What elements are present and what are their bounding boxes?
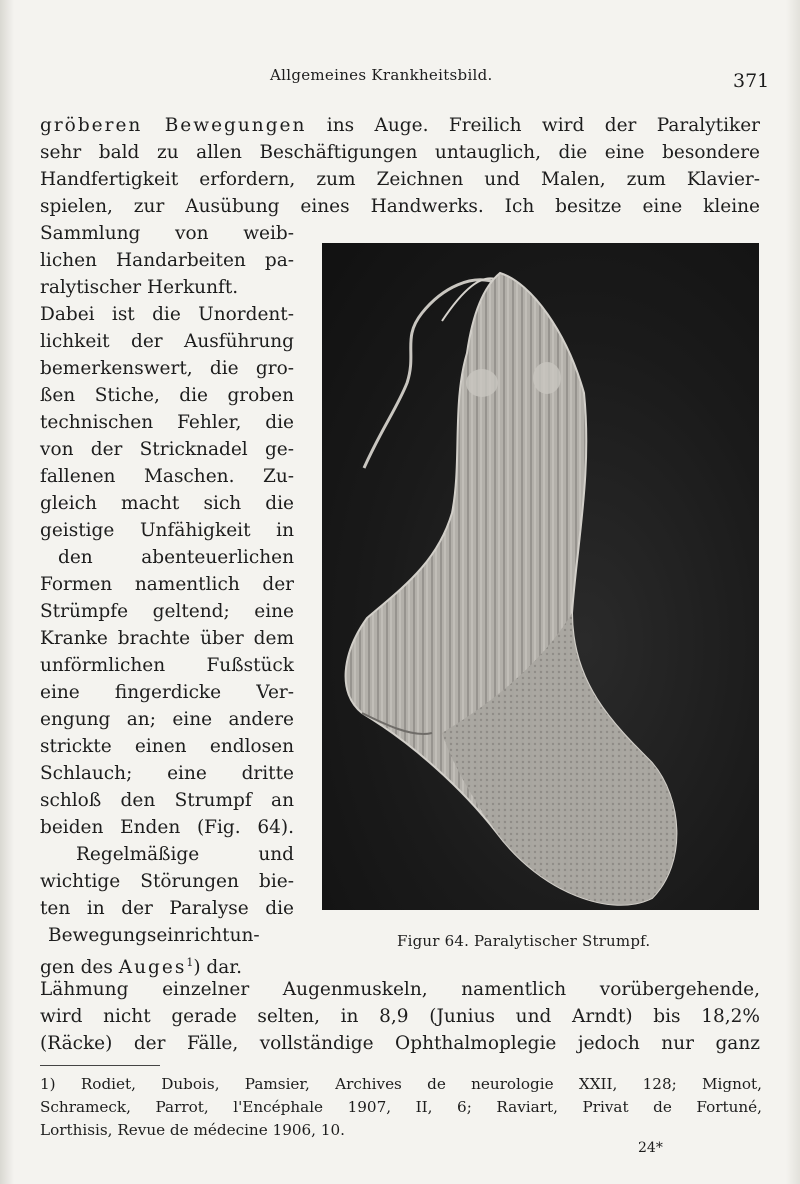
signature-mark: 24* — [638, 1140, 663, 1156]
footnote-marker: 1 — [186, 956, 194, 969]
column-line: ßen Stiche, die groben — [40, 385, 294, 406]
page-edge-right — [786, 0, 800, 1184]
body-line-lower: (Räcke) der Fälle, vollständige Ophthalmoplegie jedoch nur ganz — [40, 1033, 760, 1054]
page-number: 371 — [733, 70, 770, 92]
column-line: lichen Handarbeiten pa- — [40, 250, 294, 271]
body-line-lower: wird nicht gerade selten, in 8,9 (Junius und Arndt) bis 18,2% — [40, 1006, 760, 1027]
spaced-emphasis: Auges — [118, 957, 187, 979]
body-line-4: spielen, zur Ausübung eines Handwerks. Ich besitze eine kleine — [40, 196, 760, 217]
column-line: unförmlichen Fußstück — [40, 655, 294, 676]
column-line: Bewegungseinrichtun- — [48, 925, 260, 946]
column-line: gleich macht sich die — [40, 493, 294, 514]
column-line: Strümpfe geltend; eine — [40, 601, 294, 622]
body-line-2: sehr bald zu allen Beschäftigungen untauglich, die eine besondere — [40, 142, 760, 163]
column-line: ten in der Paralyse die — [40, 898, 294, 919]
page-edge-left — [0, 0, 14, 1184]
column-line: strickte einen endlosen — [40, 736, 294, 757]
column-line: fallenen Maschen. Zu- — [40, 466, 294, 487]
footnote-line: Lorthisis, Revue de médecine 1906, 10. — [40, 1121, 345, 1139]
spaced-emphasis: gröberen Bewegungen — [40, 115, 307, 136]
figure-stocking-photo — [322, 243, 759, 910]
column-line: bemerkenswert, die gro- — [40, 358, 294, 379]
column-line: eine fingerdicke Ver- — [40, 682, 294, 703]
column-line: engung an; eine andere — [40, 709, 294, 730]
body-line-3: Handfertigkeit erfordern, zum Zeichnen und Malen, zum Klavier- — [40, 169, 760, 190]
column-line: wichtige Störungen bie- — [40, 871, 294, 892]
column-line-augen: gen des Auges$^1$) dar. — [40, 956, 242, 979]
column-line: den abenteuerlichen — [58, 547, 294, 568]
column-line: Regelmäßige und — [76, 844, 294, 865]
column-line: Sammlung von weib- — [40, 223, 294, 244]
body-line-lower: Lähmung einzelner Augenmuskeln, namentlich vorübergehende, — [40, 979, 760, 1000]
column-line: Schlauch; eine dritte — [40, 763, 294, 784]
column-line: Kranke brachte über dem — [40, 628, 294, 649]
body-line-1: gröberen Bewegungen ins Auge. Freilich wird der Paralytiker — [40, 115, 760, 136]
column-line: geistige Unfähigkeit in — [40, 520, 294, 541]
column-line: schloß den Strumpf an — [40, 790, 294, 811]
running-head: Allgemeines Krankheitsbild. — [270, 66, 493, 84]
column-line: ralytischer Herkunft. — [40, 277, 239, 298]
column-line: technischen Fehler, die — [40, 412, 294, 433]
footnote-line: Schrameck, Parrot, l'Encéphale 1907, II, 6; Raviart, Privat de Fortuné, — [40, 1098, 762, 1116]
knit-knot — [533, 362, 561, 394]
column-line: lichkeit der Ausführung — [40, 331, 294, 352]
knit-knot — [466, 369, 498, 397]
stocking-illustration — [322, 243, 759, 910]
figure-caption: Figur 64. Paralytischer Strumpf. — [397, 932, 651, 950]
footnote-line: 1) Rodiet, Dubois, Pamsier, Archives de neurologie XXII, 128; Mignot, — [40, 1075, 762, 1093]
column-line: Dabei ist die Unordent- — [40, 304, 294, 325]
footnote-rule — [40, 1065, 160, 1066]
column-line: von der Stricknadel ge- — [40, 439, 294, 460]
column-line: Formen namentlich der — [40, 574, 294, 595]
column-line: beiden Enden (Fig. 64). — [40, 817, 294, 838]
